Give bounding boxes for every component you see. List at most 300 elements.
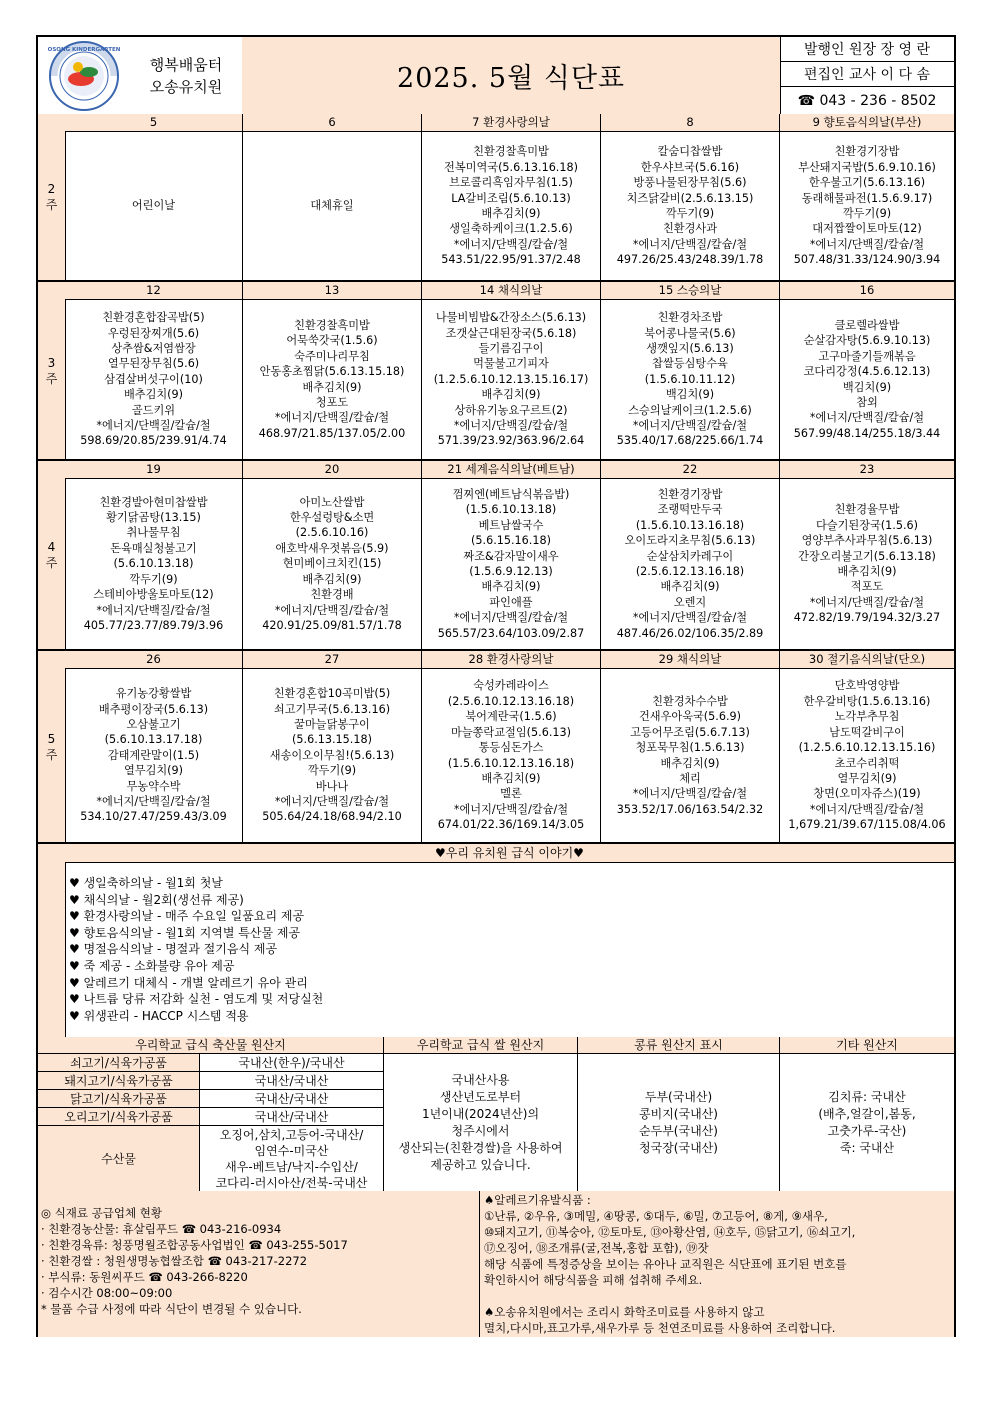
meat-origin: 국내산/국내산: [200, 1090, 384, 1108]
seafood-item: 수산물: [38, 1126, 200, 1191]
menu-item: 건새우아욱국(5.6.9): [638, 710, 742, 724]
seafood-line: 새우-베트남/낙지-수입산/: [225, 1159, 358, 1174]
etc-origin-title: 기타 원산지: [780, 1037, 954, 1054]
menu-item: 파인애플: [489, 595, 533, 609]
menu-item: 나물비빔밥&간장소스(5.6.13): [435, 311, 587, 325]
allergy-line: [484, 1288, 954, 1304]
allergy-line: 멸치,다시마,표고가루,새우가루 등 천연조미료를 사용하여 조리합니다.: [484, 1321, 836, 1335]
day-menu: [243, 300, 421, 459]
menu-item: 스승의날케이크(1.2.5.6): [628, 403, 752, 417]
day-cell: [65, 461, 243, 649]
rice-origin: [384, 1054, 578, 1191]
menu-item: 창면(오미자쥬스)(19): [813, 787, 921, 801]
week-number: 3: [47, 355, 56, 370]
menu-item: 클로렐라쌀밥: [834, 318, 900, 332]
menu-item: 497.26/25.43/248.39/1.78: [616, 253, 764, 267]
menu-item: *에너지/단백질/칼슘/철: [96, 795, 211, 809]
menu-item: *에너지/단백질/칼슘/철: [453, 802, 569, 816]
menu-item: *에너지/단백질/칼슘/철: [274, 411, 390, 425]
week-number: 4: [47, 540, 56, 554]
meat-origin: 국내산(한우)/국내산: [200, 1054, 384, 1072]
menu-item: 북어계란국(1.5.6): [465, 710, 557, 724]
day-header: 29 채식의날: [601, 651, 779, 669]
menu-item: *에너지/단백질/칼슘/철: [453, 237, 569, 251]
menu-item: 배추평이장국(5.6.13): [98, 702, 209, 716]
day-menu: [601, 479, 779, 649]
menu-item: 고등어무조림(5.6.7.13): [630, 725, 750, 739]
week-number: 5: [47, 731, 56, 746]
day-menu: [422, 669, 600, 842]
menu-item: LA갈비조림(5.6.10.13): [451, 191, 571, 205]
menu-item: 우렁된장찌개(5.6): [107, 326, 200, 340]
menu-item: 한우불고기(5.6.13.16): [808, 176, 926, 190]
week-row: [38, 461, 954, 651]
story-item: ♥ 향토음식의날 - 월1회 지역별 특산물 제공: [69, 925, 301, 940]
menu-item: 백김치(9): [665, 388, 715, 402]
meal-story: [38, 844, 954, 1039]
meat-item: 쇠고기/식육가공품: [38, 1054, 200, 1072]
etc-origin: [780, 1054, 954, 1191]
supplier-line: * 물품 수급 사정에 따라 식단이 변경될 수 있습니다.: [41, 1302, 302, 1316]
day-cell: [422, 282, 601, 459]
week-suffix: 주: [45, 198, 58, 212]
menu-item: (5.6.15.16.18): [471, 534, 551, 548]
etc-line: 김치류: 국내산: [828, 1089, 906, 1104]
menu-item: 배추김치(9): [481, 580, 541, 594]
menu-item: 간장오리불고기(5.6.13.18): [798, 549, 936, 563]
menu-item: 열무김치(9): [837, 771, 897, 785]
allergy-line: 해당 식품에 특정증상을 보이는 유아나 교직원은 식단표에 표기된 번호를: [484, 1257, 847, 1271]
menu-item: 순살삼치카레구이: [646, 549, 734, 563]
menu-item: 열무김치(9): [123, 764, 184, 778]
menu-item: 애호박새우젓볶음(5.9): [275, 541, 389, 555]
menu-item: 생깻잎지(5.6.13): [646, 341, 734, 355]
menu-item: 아미노산쌀밥: [299, 495, 365, 509]
school-logo: [38, 37, 131, 114]
menu-item: 현미베이크치킨(15): [282, 557, 382, 571]
allergy-line: ⑩돼지고기, ⑪복숭아, ⑫토마토, ⑬아황산염, ⑭호두, ⑮닭고기, ⑯쇠고기,: [484, 1225, 856, 1239]
menu-item: 깍두기(9): [307, 764, 357, 778]
menu-item: *에너지/단백질/칼슘/철: [96, 419, 211, 433]
etc-line: 죽: 국내산: [839, 1140, 895, 1155]
story-item: ♥ 환경사랑의날 - 매주 수요일 일품요리 제공: [69, 909, 305, 924]
menu-item: 친환경찰흑미밥: [473, 145, 549, 159]
menu-item: 적포도: [850, 580, 884, 594]
week-suffix: 주: [45, 556, 58, 570]
menu-page: [36, 35, 956, 1337]
menu-item: 전복미역국(5.6.13.16.18): [444, 160, 578, 174]
etc-line: 고춧가루-국산): [827, 1123, 907, 1138]
menu-item: (1.5.6.10.13.16.18): [635, 518, 745, 532]
phone: ☎ 043 - 236 - 8502: [797, 92, 937, 109]
day-menu: [601, 132, 779, 280]
week-row: [38, 651, 954, 844]
menu-item: 청포묵무침(1.5.6.13): [635, 741, 745, 755]
school-name: [130, 37, 243, 114]
menu-item: 565.57/23.64/103.09/2.87: [437, 626, 585, 640]
day-menu: [422, 300, 600, 459]
menu-item: *에너지/단백질/칼슘/철: [809, 411, 925, 425]
rice-origin-title: 우리학교 급식 쌀 원산지: [384, 1037, 578, 1054]
rice-line: 국내산사용: [451, 1072, 510, 1087]
menu-item: 스테비아방울토마토(12): [93, 588, 214, 602]
story-list: [65, 863, 954, 1037]
menu-item: 배추김치(9): [660, 756, 720, 770]
menu-item: 친환경사과: [662, 222, 718, 236]
menu-item: 통등심돈가스: [478, 741, 544, 755]
day-header: 27: [243, 651, 421, 669]
day-cell: [65, 651, 243, 842]
menu-item: *에너지/단백질/칼슘/철: [632, 419, 748, 433]
bean-origin-title: 콩류 원산지 표시: [578, 1037, 780, 1054]
supplier-line: · 검수시간 08:00~09:00: [41, 1286, 173, 1300]
menu-item: *에너지/단백질/칼슘/철: [632, 611, 748, 625]
menu-item: 배추김치(9): [481, 771, 541, 785]
menu-item: 새송이오이무침!(5.6.13): [269, 748, 395, 762]
menu-item: 안동홍초찜닭(5.6.13.15.18): [259, 365, 405, 379]
day-cell: [65, 114, 243, 280]
day-cell: [422, 461, 601, 649]
menu-item: 황기닭곰탕(13.15): [106, 511, 201, 525]
menu-item: 505.64/24.18/68.94/2.10: [262, 810, 402, 824]
day-menu: [601, 300, 779, 459]
menu-item: 깍두기(9): [129, 572, 178, 586]
menu-item: 브로콜리흑임자무침(1.5): [449, 176, 573, 190]
menu-item: 북어콩나물국(5.6): [644, 326, 736, 340]
meat-item: 닭고기/식육가공품: [38, 1090, 200, 1108]
menu-item: 남도떡갈비구이: [829, 725, 905, 739]
menu-item: 돈육매실청불고기: [110, 541, 197, 555]
menu-item: 오렌지: [673, 595, 707, 609]
menu-item: 배추김치(9): [837, 565, 897, 578]
menu-item: 코다리강정(4.5.6.12.13): [803, 365, 931, 379]
day-menu: [780, 300, 954, 459]
menu-item: 배추김치(9): [302, 572, 362, 586]
menu-item: 420.91/25.09/81.57/1.78: [262, 618, 402, 632]
menu-item: (2.5.6.12.13.16.18): [635, 565, 745, 578]
week-label: [38, 282, 66, 459]
menu-item: 오이도라지초무침(5.6.13): [624, 534, 756, 548]
day-header: 30 절기음식의날(단오): [780, 651, 954, 669]
supplier-line: · 친환경쌀 : 청원생명농협쌀조합 ☎ 043-217-2272: [41, 1254, 308, 1268]
menu-item: 노각부추무침: [834, 710, 900, 724]
menu-item: 친환경발아현미찹쌀밥: [99, 495, 208, 509]
seafood-line: 오징어,삼치,고등어-국내산/: [219, 1127, 364, 1142]
menu-item: *에너지/단백질/칼슘/철: [96, 603, 211, 617]
day-menu: [65, 132, 242, 280]
menu-item: 1,679.21/39.67/115.08/4.06: [788, 818, 946, 832]
bean-line: 순두부(국내산): [639, 1123, 718, 1138]
menu-item: (5.6.13.15.18): [292, 733, 372, 747]
menu-item: 한우샤브국(5.6.16): [640, 160, 740, 174]
footer: [38, 1191, 954, 1337]
day-menu: [780, 132, 954, 280]
menu-item: 한우갈비탕(1.5.6.13.16): [803, 694, 931, 708]
menu-item: 472.82/19.79/194.32/3.27: [793, 611, 941, 625]
day-cell: [422, 651, 601, 842]
day-cell: [243, 114, 422, 280]
day-menu: [243, 479, 421, 649]
day-cell: [780, 651, 954, 842]
day-cell: [422, 114, 601, 280]
day-cell: [780, 114, 954, 280]
story-item: ♥ 채식의날 - 월2회(생선류 제공): [69, 892, 244, 907]
bean-line: 청국장(국내산): [639, 1140, 718, 1155]
day-header: 26: [65, 651, 242, 669]
week-label: [38, 651, 66, 842]
day-menu: [780, 669, 954, 842]
day-menu: [65, 669, 242, 842]
etc-line: (배추,얼갈이,봄동,: [818, 1106, 916, 1121]
day-header: 14 채식의날: [422, 282, 600, 300]
menu-item: 친환경찰흑미밥: [294, 318, 370, 332]
day-menu: [601, 669, 779, 842]
menu-item: 567.99/48.14/255.18/3.44: [793, 426, 941, 440]
menu-item: 찹쌀등심탕수육: [652, 357, 728, 371]
day-header: 16: [780, 282, 954, 300]
menu-item: *에너지/단백질/칼슘/철: [274, 603, 390, 617]
day-menu: [780, 479, 954, 649]
menu-item: 청포도: [315, 395, 349, 409]
menu-item: 534.10/27.47/259.43/3.09: [80, 810, 227, 824]
day-header: 19: [65, 461, 242, 479]
menu-item: (1.5.6.10.11.12): [644, 372, 736, 386]
menu-item: 배추김치(9): [660, 580, 720, 594]
allergy-line: ♠알레르기유발식품 :: [484, 1193, 591, 1207]
story-item: ♥ 생일축하의날 - 월1회 첫날: [69, 876, 223, 890]
day-header: 15 스승의날: [601, 282, 779, 300]
origin-section: [38, 1037, 954, 1193]
rice-line: 생산년도로부터: [439, 1089, 522, 1104]
menu-item: 들기름김구이: [478, 341, 544, 355]
meat-origin: 국내산/국내산: [200, 1108, 384, 1126]
menu-item: 치즈닭갈비(2.5.6.13.15): [626, 191, 754, 205]
story-item: ♥ 명절음식의날 - 명절과 절기음식 제공: [69, 942, 278, 957]
day-header: 23: [780, 461, 954, 479]
menu-item: 참외: [856, 395, 878, 409]
editor: 편집인 교사 이 다 솜: [780, 62, 954, 87]
bean-line: 두부(국내산): [644, 1089, 713, 1104]
rice-line: 청주시에서: [451, 1123, 510, 1138]
menu-item: 쇠고기무국(5.6.13.16): [273, 702, 391, 716]
menu-item: 껌찌엔(베트남식볶음밥): [452, 487, 570, 501]
supplier-info: [38, 1191, 480, 1337]
story-item: ♥ 나트륨 당류 저감화 실천 - 염도계 및 저당실천: [69, 992, 324, 1007]
day-header: 7 환경사랑의날: [422, 114, 600, 132]
menu-item: 어묵쑥갓국(1.5.6): [286, 334, 378, 348]
day-cell: [65, 282, 243, 459]
allergy-line: ⑰오징어, ⑱조개류(굴,전복,홍합 포함), ⑲잣: [484, 1241, 709, 1255]
menu-item: 543.51/22.95/91.37/2.48: [441, 253, 581, 267]
day-header: 13: [243, 282, 421, 300]
allergy-line: 확인하시어 해당식품을 피해 섭취해 주세요.: [484, 1273, 703, 1287]
day-menu: [422, 132, 600, 280]
menu-item: 열무된장무침(5.6): [107, 357, 200, 371]
seafood-line: 코다리-러시아산/전북-국내산: [215, 1175, 368, 1190]
menu-item: 먹물불고기피자: [473, 357, 549, 371]
menu-item: *에너지/단백질/칼슘/철: [809, 595, 925, 609]
story-title: ♥우리 유치원 급식 이야기♥: [65, 844, 954, 863]
story-item: ♥ 죽 제공 - 소화불량 유아 제공: [69, 958, 235, 973]
menu-item: 571.39/23.92/363.96/2.64: [437, 434, 585, 448]
logo-text: OSONG KINDERGARTEN: [47, 46, 121, 53]
menu-item: 조랭떡만두국: [657, 503, 723, 517]
menu-item: 꿀마늘닭봉구이: [294, 717, 370, 731]
menu-item: 고구마줄기들깨볶음: [818, 349, 916, 363]
day-cell: [243, 461, 422, 649]
menu-item: 멜론: [500, 787, 522, 801]
menu-item: 취나물무침: [126, 526, 181, 540]
menu-item: 어린이날: [131, 199, 176, 213]
day-cell: [601, 461, 780, 649]
day-cell: [243, 651, 422, 842]
menu-item: 부산돼지국밥(5.6.9.10.16): [798, 160, 936, 174]
menu-item: 507.48/31.33/124.90/3.94: [793, 253, 941, 267]
menu-item: 숙성카레라이스: [473, 679, 549, 693]
bean-line: 콩비지(국내산): [639, 1106, 718, 1121]
allergy-info: [480, 1191, 954, 1337]
supplier-line: · 부식류: 동원씨푸드 ☎ 043-266-8220: [41, 1270, 248, 1284]
day-header: 21 세계음식의날(베트남): [422, 461, 600, 479]
meat-origin: 국내산/국내산: [200, 1072, 384, 1090]
day-header: 12: [65, 282, 242, 300]
menu-item: 칼숨디찹쌀밥: [657, 145, 723, 159]
menu-item: *에너지/단백질/칼슘/철: [809, 802, 925, 816]
day-header: 5: [65, 114, 242, 132]
menu-item: 영양부추사과무침(5.6.13): [801, 534, 933, 548]
menu-item: (1.5.6.9.12.13): [469, 565, 553, 578]
rice-line: 제공하고 있습니다.: [430, 1157, 531, 1172]
week-suffix: 주: [45, 747, 58, 762]
menu-item: 674.01/22.36/169.14/3.05: [437, 818, 585, 832]
menu-item: (1.5.6.10.13.18): [465, 503, 557, 517]
menu-item: 405.77/23.77/89.79/3.96: [83, 618, 224, 632]
menu-item: 598.69/20.85/239.91/4.74: [80, 434, 227, 448]
menu-item: 삼겹살버섯구이(10): [104, 372, 203, 386]
header: [38, 37, 954, 116]
publisher-info: [780, 37, 954, 114]
menu-item: 깍두기(9): [842, 207, 892, 220]
menu-item: 백김치(9): [842, 380, 892, 394]
week-suffix: 주: [45, 371, 58, 386]
menu-item: 친환경차조밥: [657, 311, 723, 325]
menu-item: 깍두기(9): [665, 207, 715, 220]
menu-item: (1.5.6.10.12.13.16.18): [447, 756, 575, 770]
menu-item: (5.6.10.13.17.18): [104, 733, 203, 747]
meat-item: 돼지고기/식육가공품: [38, 1072, 200, 1090]
menu-item: 단호박영양밥: [834, 679, 900, 693]
week-label: [38, 114, 66, 280]
menu-item: 골드키위: [131, 403, 176, 417]
week-row: [38, 114, 954, 282]
day-cell: [601, 114, 780, 280]
menu-item: 초코수리취떡: [834, 756, 900, 770]
week-label: [38, 461, 66, 649]
menu-item: 생일축하케이크(1.2.5.6): [449, 222, 573, 236]
menu-item: 535.40/17.68/225.66/1.74: [616, 434, 764, 448]
day-header: 28 환경사랑의날: [422, 651, 600, 669]
supplier-line: · 친환경육류: 청풍명월조합공동사업법인 ☎ 043-255-5017: [41, 1238, 348, 1252]
menu-item: 짜조&감자말이새우: [463, 549, 559, 563]
menu-item: *에너지/단백질/칼슘/철: [632, 237, 748, 251]
day-menu: [243, 132, 421, 280]
menu-item: 동래해물파전(1.5.6.9.17): [801, 191, 933, 205]
day-header: 9 향토음식의날(부산): [780, 114, 954, 132]
menu-item: *에너지/단백질/칼슘/철: [453, 419, 569, 433]
week-number: 2: [47, 182, 56, 196]
menu-item: *에너지/단백질/칼슘/철: [632, 787, 748, 801]
menu-item: *에너지/단백질/칼슘/철: [453, 611, 569, 625]
day-menu: [65, 479, 242, 649]
menu-item: 배추김치(9): [302, 380, 362, 394]
allergy-line: ♠오송유치원에서는 조리시 화학조미료를 사용하지 않고: [484, 1305, 765, 1319]
publisher: 발행인 원장 장 영 란: [780, 37, 954, 62]
menu-item: (2.5.6.10.12.13.16.18): [447, 694, 575, 708]
menu-item: 친환경혼합잡곡밥(5): [102, 311, 205, 325]
school-name-line1: 행복배움터: [149, 55, 223, 74]
week-row: [38, 282, 954, 461]
seafood-origin: [200, 1126, 384, 1191]
menu-item: 숙주미나리무침: [294, 349, 370, 363]
menu-item: 배추김치(9): [481, 388, 541, 402]
menu-item: 순살감자탕(5.6.9.10.13): [803, 334, 931, 348]
menu-item: 친환경차수수밥: [652, 694, 728, 708]
menu-item: (1.2.5.6.10.12.13.15.16.17): [433, 372, 589, 386]
menu-item: 바나나: [315, 779, 349, 793]
menu-item: 친환경기장밥: [657, 487, 723, 501]
menu-item: 대저짭짤이토마토(12): [812, 222, 922, 236]
menu-item: 353.52/17.06/163.54/2.32: [616, 802, 764, 816]
menu-item: *에너지/단백질/칼슘/철: [274, 795, 390, 809]
allergy-line: ①난류, ②우유, ③메밀, ④땅콩, ⑤대두, ⑥밀, ⑦고등어, ⑧게, ⑨새우,: [484, 1209, 828, 1223]
day-cell: [780, 282, 954, 459]
menu-item: 조갯살근대된장국(5.6.18): [445, 326, 577, 340]
menu-item: 대체휴일: [310, 199, 354, 213]
logo-emblem-icon: [45, 39, 123, 113]
story-item: ♥ 위생관리 - HACCP 시스템 적용: [69, 1008, 249, 1023]
menu-item: 상하유기농요구르트(2): [454, 403, 568, 417]
menu-item: 친환경배: [310, 588, 354, 602]
menu-item: 한우설렁탕&소면: [289, 511, 375, 525]
day-menu: [65, 300, 242, 459]
menu-item: (1.2.5.6.10.12.13.15.16): [798, 741, 936, 755]
school-name-line2: 오송유치원: [149, 77, 223, 96]
day-header: 6: [243, 114, 421, 132]
story-item: ♥ 알레르기 대체식 - 개별 알레르기 유아 관리: [69, 975, 308, 990]
day-header: 8: [601, 114, 779, 132]
menu-item: 487.46/26.02/106.35/2.89: [616, 626, 764, 640]
menu-item: *에너지/단백질/칼슘/철: [809, 237, 925, 251]
menu-item: (2.5.6.10.16): [295, 526, 369, 540]
supplier-line: ◎ 식재료 공급업체 현황: [41, 1206, 162, 1220]
menu-item: (5.6.10.13.18): [113, 557, 194, 571]
menu-item: 오삼불고기: [126, 717, 181, 731]
day-header: 20: [243, 461, 421, 479]
supplier-line: · 친환경농산물: 휴살림푸드 ☎ 043-216-0934: [41, 1222, 282, 1236]
menu-item: 마늘쫑락교절임(5.6.13): [451, 725, 571, 739]
day-cell: [780, 461, 954, 649]
menu-item: 친환경혼합10곡미밥(5): [273, 687, 391, 701]
menu-item: 체리: [679, 771, 701, 785]
day-header: 22: [601, 461, 779, 479]
day-cell: [243, 282, 422, 459]
story-label: [38, 844, 66, 1037]
menu-item: 다슬기된장국(1.5.6): [815, 518, 919, 532]
menu-item: 무농약수박: [126, 779, 181, 793]
menu-item: 배추김치(9): [481, 207, 541, 220]
day-cell: [601, 651, 780, 842]
day-menu: [422, 479, 600, 649]
